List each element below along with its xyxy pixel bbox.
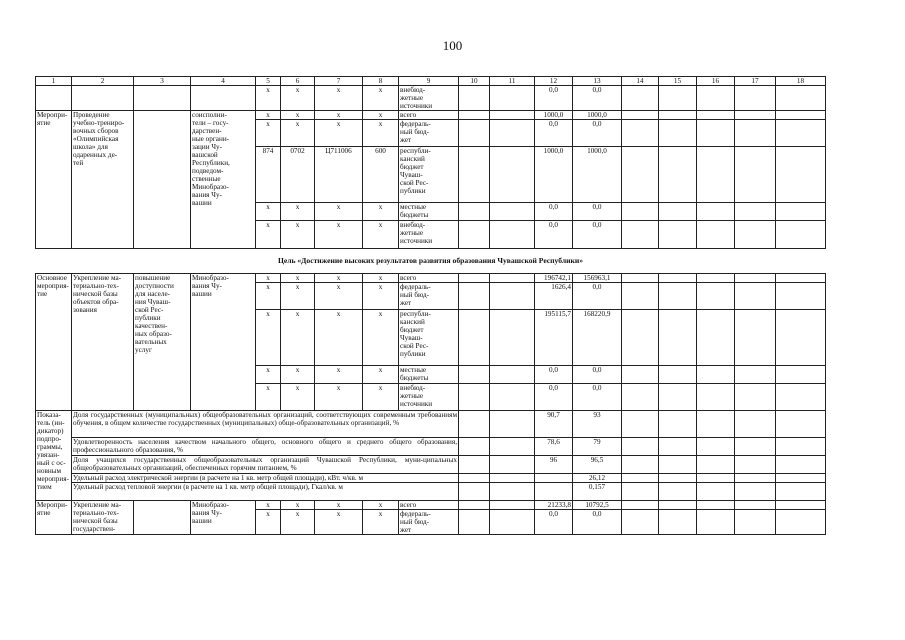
- cell: [697, 456, 735, 474]
- cell: x: [363, 120, 399, 147]
- value-cell: 1000,0: [535, 147, 573, 203]
- value-cell: 0,0: [573, 203, 622, 221]
- cell: x: [256, 384, 281, 411]
- table-row: [36, 86, 826, 111]
- cell: x: [363, 310, 399, 366]
- cell: x: [315, 384, 363, 411]
- indicator-row: [36, 483, 826, 501]
- col-num: 15: [659, 77, 697, 86]
- cell: [776, 310, 826, 366]
- cell: [659, 384, 697, 411]
- value-cell: 196742,1: [535, 274, 573, 283]
- indicator-row: [36, 438, 826, 456]
- col-num: 1: [36, 77, 72, 86]
- cell: [697, 221, 735, 249]
- indicator-text: Удельный расход электрической энергии (в расчете на 1 кв. метр общей площади), кВт. ч/кв. м: [72, 474, 459, 483]
- cell: [622, 456, 659, 474]
- col-num: 2: [72, 77, 134, 86]
- cell: [659, 501, 697, 510]
- activity-type: Меропри- ятие: [36, 111, 72, 249]
- value-cell: 26,12: [573, 474, 622, 483]
- cell: x: [315, 120, 363, 147]
- cell: [735, 483, 776, 501]
- value-cell: 21233,8: [535, 501, 573, 510]
- cell: [735, 203, 776, 221]
- funding-source: всего: [399, 274, 459, 283]
- cell: [490, 310, 535, 366]
- cell: [622, 366, 659, 384]
- cell: x: [363, 283, 399, 310]
- cell: [659, 274, 697, 283]
- cell: [659, 111, 697, 120]
- funding-source: федераль- ный бюд- жет: [399, 283, 459, 310]
- value-cell: 78,6: [535, 438, 573, 456]
- goal-row: [36, 249, 826, 274]
- cell: x: [281, 310, 315, 366]
- cell: [697, 483, 735, 501]
- indicator-row: [36, 474, 826, 483]
- cell: [622, 86, 659, 111]
- cell: [735, 120, 776, 147]
- cell: x: [256, 111, 281, 120]
- cell: [490, 147, 535, 203]
- cell: [697, 438, 735, 456]
- executor-text: тели – госу- дарствен- ные органи- зации Чу- вашской Республики, подведом- ственные Минобразо- вания Чу- вашии: [192, 119, 230, 207]
- cell: [459, 86, 490, 111]
- cell: [490, 203, 535, 221]
- cell: [134, 86, 191, 111]
- indicator-label: Показа- тель (ин- дикатор) подпро- граммы, увязан- ный с ос- новным мероприя- тием: [36, 411, 72, 501]
- value-cell: 0,0: [535, 384, 573, 411]
- cell: x: [281, 111, 315, 120]
- col-num: 14: [622, 77, 659, 86]
- value-cell: 0,0: [535, 221, 573, 249]
- cell: [659, 366, 697, 384]
- cell: [459, 221, 490, 249]
- cell: x: [315, 86, 363, 111]
- cell: [697, 111, 735, 120]
- cell: x: [281, 366, 315, 384]
- cell: x: [363, 501, 399, 510]
- indicator-text: Доля государственных (муниципальных) общеобразовательных организаций, соответствующих современным требованиям обучения, в общем количестве государственных (муниципальных) обще-образовательных организаций, %: [72, 411, 459, 438]
- cell: x: [363, 203, 399, 221]
- cell: [735, 111, 776, 120]
- cell: [776, 474, 826, 483]
- cell: 0702: [281, 147, 315, 203]
- cell: [36, 86, 72, 111]
- col-num: 6: [281, 77, 315, 86]
- cell: [735, 366, 776, 384]
- cell: [659, 147, 697, 203]
- cell: [490, 384, 535, 411]
- cell: x: [315, 111, 363, 120]
- cell: [776, 120, 826, 147]
- cell: [622, 111, 659, 120]
- cell: [622, 310, 659, 366]
- cell: [697, 474, 735, 483]
- indicator-text: Доля учащихся государственных общеобразовательных организаций Чувашской Республики, муни-ципальных общеобразовательных организаций, обеспеченных горячим питанием, %: [73, 456, 457, 472]
- activity-type: Основное мероприя- тие: [36, 274, 72, 411]
- value-cell: 0,0: [573, 221, 622, 249]
- indicator-row: [36, 456, 826, 474]
- indicator-text: Удовлетворенность населения качеством начального общего, основного общего и среднего общего образования, профессионального образования, %: [73, 438, 457, 454]
- cell: x: [315, 221, 363, 249]
- program-table: [35, 76, 826, 535]
- cell: x: [281, 510, 315, 535]
- cell: [659, 86, 697, 111]
- cell: Ц711006: [315, 147, 363, 203]
- expected-result: повышение доступности для населе- ния Чуваш- ской Рес- публики качествен- ных образо- вательных услуг: [134, 274, 191, 411]
- cell: x: [256, 510, 281, 535]
- value-cell: 0,0: [535, 86, 573, 111]
- cell: x: [315, 366, 363, 384]
- cell: [735, 310, 776, 366]
- cell: x: [315, 501, 363, 510]
- value-cell: 1000,0: [573, 147, 622, 203]
- cell: [776, 283, 826, 310]
- cell: [735, 411, 776, 438]
- cell: x: [256, 221, 281, 249]
- value-cell: 0,157: [573, 483, 622, 501]
- activity-type: Меропри- ятие: [36, 501, 72, 535]
- cell: x: [281, 86, 315, 111]
- cell: [776, 221, 826, 249]
- cell: [459, 501, 490, 510]
- cell: [659, 203, 697, 221]
- value-cell: 10792,5: [573, 501, 622, 510]
- funding-source: местные бюджеты: [399, 366, 459, 384]
- cell: [735, 86, 776, 111]
- table-row: [36, 111, 826, 120]
- cell: [490, 283, 535, 310]
- cell: [776, 203, 826, 221]
- cell: [622, 274, 659, 283]
- cell: [659, 120, 697, 147]
- cell: [697, 411, 735, 438]
- cell: [459, 283, 490, 310]
- funding-source: всего: [399, 501, 459, 510]
- value-cell: 79: [573, 438, 622, 456]
- value-cell: 0,0: [535, 366, 573, 384]
- cell: [191, 86, 256, 111]
- cell: [776, 366, 826, 384]
- cell: [776, 483, 826, 501]
- cell: [776, 411, 826, 438]
- cell: [490, 438, 535, 456]
- funding-source: внебюд- жетные источники: [399, 384, 459, 411]
- value-cell: 168220,9: [573, 310, 622, 366]
- cell: 874: [256, 147, 281, 203]
- executor: Минобразо- вания Чу- вашии: [191, 274, 256, 411]
- cell: [776, 147, 826, 203]
- cell: [697, 384, 735, 411]
- cell: [697, 366, 735, 384]
- cell: [622, 483, 659, 501]
- cell: [735, 438, 776, 456]
- executor-continued: соисполни-: [192, 111, 227, 119]
- cell: [459, 384, 490, 411]
- col-num: 3: [134, 77, 191, 86]
- cell: x: [281, 203, 315, 221]
- cell: [459, 310, 490, 366]
- cell: [659, 483, 697, 501]
- cell: [735, 274, 776, 283]
- value-cell: 96: [535, 456, 573, 474]
- cell: [697, 274, 735, 283]
- cell: [459, 411, 490, 438]
- cell: x: [363, 510, 399, 535]
- value-cell: 0,0: [573, 86, 622, 111]
- cell: [735, 501, 776, 510]
- cell: [659, 283, 697, 310]
- cell: x: [281, 384, 315, 411]
- value-cell: 0,0: [573, 510, 622, 535]
- cell: x: [315, 283, 363, 310]
- value-cell: 0,0: [573, 120, 622, 147]
- funding-source: федераль- ный бюд- жет: [399, 510, 459, 535]
- cell: [622, 384, 659, 411]
- cell: [659, 474, 697, 483]
- cell: [459, 456, 490, 474]
- cell: [735, 510, 776, 535]
- cell: [697, 501, 735, 510]
- cell: [735, 283, 776, 310]
- cell: [659, 456, 697, 474]
- col-num: 12: [535, 77, 573, 86]
- funding-source: республи- канский бюджет Чуваш- ской Рес- публики: [399, 147, 459, 203]
- funding-source: местные бюджеты: [399, 203, 459, 221]
- cell: [697, 283, 735, 310]
- activity-name: Проведение учебно-трениро- вочных сборов «Олимпийская школа» для одаренных де- тей: [72, 111, 134, 249]
- cell: [459, 147, 490, 203]
- cell: x: [363, 111, 399, 120]
- cell: [776, 384, 826, 411]
- col-num: 13: [573, 77, 622, 86]
- col-num: 4: [191, 77, 256, 86]
- funding-source: всего: [399, 111, 459, 120]
- value-cell: 90,7: [535, 411, 573, 438]
- col-num: 16: [697, 77, 735, 86]
- cell: [490, 86, 535, 111]
- cell: x: [256, 203, 281, 221]
- cell: [459, 366, 490, 384]
- cell: [459, 111, 490, 120]
- cell: [490, 274, 535, 283]
- cell: [459, 274, 490, 283]
- value-cell: 0,0: [573, 384, 622, 411]
- cell: [735, 221, 776, 249]
- indicator-text: Удельный расход тепловой энергии (в расчете на 1 кв. метр общей площади), Гкал/кв. м: [72, 483, 459, 501]
- cell: [490, 474, 535, 483]
- cell: x: [256, 283, 281, 310]
- cell: [735, 474, 776, 483]
- cell: x: [256, 501, 281, 510]
- cell: [490, 221, 535, 249]
- indicator-row: [36, 411, 826, 438]
- cell: [622, 120, 659, 147]
- cell: [697, 86, 735, 111]
- value-cell: 195115,7: [535, 310, 573, 366]
- cell: [622, 501, 659, 510]
- cell: x: [256, 310, 281, 366]
- cell: x: [315, 510, 363, 535]
- cell: [697, 310, 735, 366]
- cell: [697, 510, 735, 535]
- table-row: [36, 274, 826, 283]
- cell: [622, 474, 659, 483]
- cell: [659, 438, 697, 456]
- activity-name: Укрепление ма- териально-тех- нической базы государствен-: [72, 501, 134, 535]
- value-cell: 0,0: [535, 120, 573, 147]
- value-cell: 1000,0: [573, 111, 622, 120]
- cell: [134, 111, 191, 249]
- value-cell: [535, 474, 573, 483]
- cell: [459, 438, 490, 456]
- funding-source: республи- канский бюджет Чуваш- ской Рес- публики: [399, 310, 459, 366]
- cell: [622, 510, 659, 535]
- cell: [490, 111, 535, 120]
- value-cell: 1000,0: [535, 111, 573, 120]
- cell: x: [281, 501, 315, 510]
- cell: 600: [363, 147, 399, 203]
- activity-name: Укрепление ма- териально-тех- нической базы объектов обра- зования: [72, 274, 134, 411]
- cell: [72, 86, 134, 111]
- goal-heading: Цель «Достижение высоких результатов развития образования Чувашской Республики»: [36, 249, 826, 274]
- cell: x: [315, 310, 363, 366]
- cell: [490, 366, 535, 384]
- cell: x: [281, 274, 315, 283]
- funding-source: внебюд- жетные источники: [399, 221, 459, 249]
- cell: [659, 510, 697, 535]
- cell: x: [363, 86, 399, 111]
- cell: [697, 147, 735, 203]
- cell: [735, 384, 776, 411]
- cell: [776, 510, 826, 535]
- column-number-row: [36, 77, 826, 86]
- cell: [490, 120, 535, 147]
- cell: [622, 438, 659, 456]
- funding-source: внебюд- жетные источники: [399, 86, 459, 111]
- value-cell: 0,0: [573, 283, 622, 310]
- cell: x: [281, 120, 315, 147]
- value-cell: 0,0: [535, 510, 573, 535]
- cell: [735, 456, 776, 474]
- col-num: 10: [459, 77, 490, 86]
- cell: x: [256, 86, 281, 111]
- cell: [622, 203, 659, 221]
- cell: [490, 510, 535, 535]
- col-num: 8: [363, 77, 399, 86]
- cell: [776, 501, 826, 510]
- executor: [191, 111, 256, 249]
- cell: [459, 474, 490, 483]
- value-cell: 0,0: [535, 203, 573, 221]
- cell: [490, 501, 535, 510]
- value-cell: 156963,1: [573, 274, 622, 283]
- cell: [622, 411, 659, 438]
- cell: [459, 510, 490, 535]
- cell: [735, 147, 776, 203]
- cell: [697, 203, 735, 221]
- col-num: 7: [315, 77, 363, 86]
- cell: [776, 438, 826, 456]
- cell: x: [281, 283, 315, 310]
- cell: [622, 221, 659, 249]
- table-row: [36, 501, 826, 510]
- cell: [776, 111, 826, 120]
- cell: [622, 147, 659, 203]
- cell: x: [256, 120, 281, 147]
- cell: x: [363, 221, 399, 249]
- value-cell: 96,5: [573, 456, 622, 474]
- cell: [134, 501, 191, 535]
- cell: x: [363, 384, 399, 411]
- executor: Минобразо- вания Чу- вашии: [191, 501, 256, 535]
- cell: [659, 310, 697, 366]
- cell: [622, 283, 659, 310]
- cell: [490, 411, 535, 438]
- cell: x: [315, 274, 363, 283]
- page-number: 100: [442, 38, 463, 53]
- value-cell: 1626,4: [535, 283, 573, 310]
- cell: x: [256, 274, 281, 283]
- cell: x: [363, 274, 399, 283]
- col-num: 5: [256, 77, 281, 86]
- cell: [659, 221, 697, 249]
- value-cell: [535, 483, 573, 501]
- cell: [459, 120, 490, 147]
- cell: x: [315, 203, 363, 221]
- cell: [490, 456, 535, 474]
- cell: [697, 120, 735, 147]
- cell: [776, 456, 826, 474]
- funding-source: федераль- ный бюд- жет: [399, 120, 459, 147]
- cell: x: [281, 221, 315, 249]
- cell: x: [256, 366, 281, 384]
- cell: [459, 483, 490, 501]
- value-cell: 0,0: [573, 366, 622, 384]
- cell: [659, 411, 697, 438]
- col-num: 18: [776, 77, 826, 86]
- cell: [776, 86, 826, 111]
- col-num: 9: [399, 77, 459, 86]
- cell: [776, 274, 826, 283]
- cell: x: [363, 366, 399, 384]
- cell: [459, 203, 490, 221]
- col-num: 11: [490, 77, 535, 86]
- col-num: 17: [735, 77, 776, 86]
- value-cell: 93: [573, 411, 622, 438]
- cell: [490, 483, 535, 501]
